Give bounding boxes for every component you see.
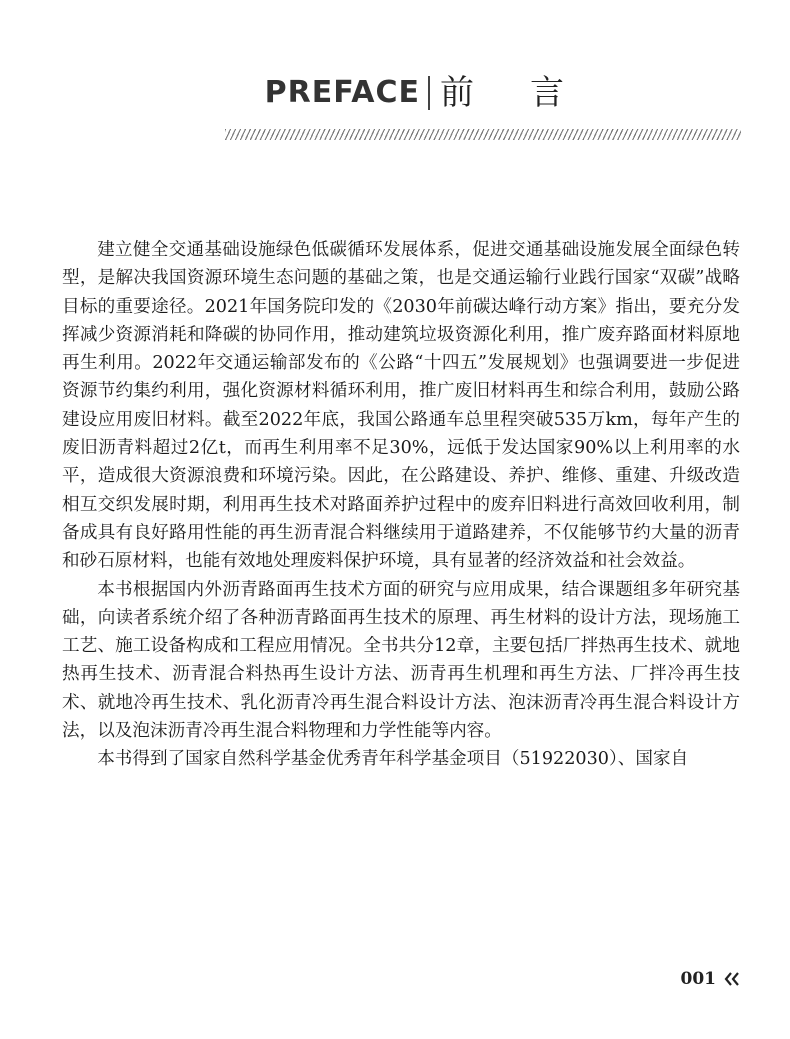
paragraph-3: 本书得到了国家自然科学基金优秀青年科学基金项目（51922030）、国家自 — [97, 749, 689, 770]
title-divider — [428, 76, 430, 110]
page-number: 001 — [680, 969, 716, 989]
preface-body — [62, 236, 740, 774]
page-header — [265, 70, 620, 116]
paragraph-2: 本书根据国内外沥青路面再生技术方面的研究与应用成果，结合课题组多年研究基础，向读者系统介绍了各种沥青路面再生技术的原理、再生材料的设计方法，现场施工工艺、施工设备构成和工程应用情况。全书共分12章，主要包括厂拌热再生技术、就地热再生技术、沥青混合料热再生设计方法、沥青再生机理和再生方法、厂拌冷再生技术、就地冷再生技术、乳化沥青冷再生混合料设计方法、泡沫沥青冷再生混合料设计方法，以及泡沫沥青冷再生混合料物理和力学性能等内容。 — [62, 579, 740, 742]
preface-title-en: PREFACE — [264, 75, 420, 110]
double-chevron-left-icon — [724, 972, 740, 986]
paragraph-1: 建立健全交通基础设施绿色低碳循环发展体系，促进交通基础设施发展全面绿色转型，是解决我国资源环境生态问题的基础之策，也是交通运输行业践行国家“双碳”战略目标的重要途径。2021年国务院印发的《2030年前碳达峰行动方案》指出，要充分发挥减少资源消耗和降碳的协同作用，推动建筑垃圾资源化利用，推广废弃路面材料原地再生利用。2022年交通运输部发布的《公路“十四五”发展规划》也强调要进一步促进资源节约集约利用，强化资源材料循环利用，推广废旧材料再生和综合利用，鼓励公路建设应用废旧材料。截至2022年底，我国公路通车总里程突破535万km，每年产生的废旧沥青料超过2亿t，而再生利用率不足30%，远低于发达国家90%以上利用率的水平，造成很大资源浪费和环境污染。因此，在公路建设、养护、维修、重建、升级改造相互交织发展时期，利用再生技术对路面养护过程中的废弃旧料进行高效回收利用，制备成具有良好路用性能的再生沥青混合料继续用于道路建养，不仅能够节约大量的沥青和砂石原材料，也能有效地处理废料保护环境，具有显著的经济效益和社会效益。 — [62, 240, 740, 572]
hatched-rule — [225, 129, 741, 140]
page-footer — [681, 969, 741, 989]
preface-title-cn: 前言 — [440, 73, 620, 113]
